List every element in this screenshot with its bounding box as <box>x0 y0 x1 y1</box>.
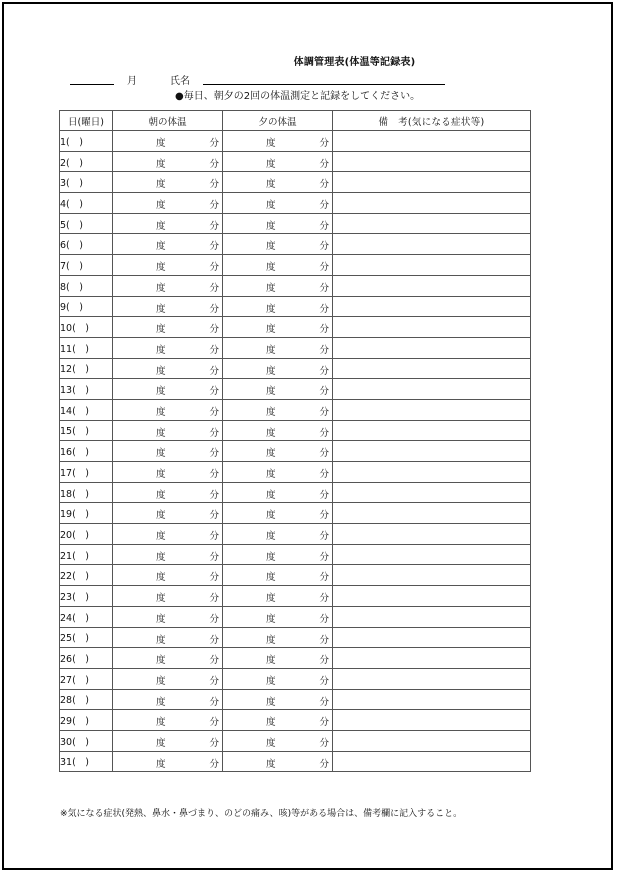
day-cell: 10( ) <box>60 317 113 338</box>
degree-unit: 度 <box>266 634 276 646</box>
decimal-unit: 分 <box>319 675 329 687</box>
evening-temp-cell[interactable] <box>223 193 333 214</box>
notes-cell[interactable] <box>333 730 531 751</box>
decimal-unit: 分 <box>319 489 329 501</box>
morning-temp-cell[interactable] <box>113 399 223 420</box>
evening-temp-cell[interactable] <box>223 586 333 607</box>
morning-temp-cell[interactable] <box>113 317 223 338</box>
decimal-unit: 分 <box>319 758 329 770</box>
evening-temp-cell[interactable] <box>223 462 333 483</box>
degree-unit: 度 <box>156 324 166 336</box>
degree-unit: 度 <box>266 531 276 543</box>
evening-temp-cell[interactable] <box>223 379 333 400</box>
notes-cell[interactable] <box>333 462 531 483</box>
day-cell: 17( ) <box>60 462 113 483</box>
morning-temp-cell[interactable] <box>113 565 223 586</box>
degree-unit: 度 <box>266 675 276 687</box>
notes-cell[interactable] <box>333 668 531 689</box>
degree-unit: 度 <box>266 572 276 584</box>
evening-temp-cell[interactable] <box>223 296 333 317</box>
degree-unit: 度 <box>266 717 276 729</box>
day-cell: 8( ) <box>60 275 113 296</box>
table-row <box>60 751 531 772</box>
table-body <box>60 131 531 772</box>
decimal-unit: 分 <box>319 158 329 170</box>
morning-temp-cell[interactable] <box>113 358 223 379</box>
day-cell: 27( ) <box>60 668 113 689</box>
notes-cell[interactable] <box>333 234 531 255</box>
degree-unit: 度 <box>266 593 276 605</box>
footnote: ※気になる症状(発熱、鼻水・鼻づまり、のどの痛み、咳)等がある場合は、備考欄に記入すること。 <box>60 809 463 819</box>
decimal-unit: 分 <box>319 324 329 336</box>
degree-unit: 度 <box>266 469 276 480</box>
table-row <box>60 668 531 689</box>
notes-cell[interactable] <box>333 172 531 193</box>
day-cell: 5( ) <box>60 213 113 234</box>
degree-unit: 度 <box>266 489 276 501</box>
table-row <box>60 275 531 296</box>
day-cell: 19( ) <box>60 503 113 524</box>
morning-temp-cell[interactable] <box>113 627 223 648</box>
name-label: 氏名 <box>170 76 190 87</box>
table-row <box>60 586 531 607</box>
decimal-unit: 分 <box>319 179 329 191</box>
decimal-unit: 分 <box>319 344 329 356</box>
evening-temp-cell[interactable] <box>223 255 333 276</box>
notes-cell[interactable] <box>333 503 531 524</box>
table-row <box>60 296 531 317</box>
header-evening-temp: 夕の体温 <box>223 111 333 131</box>
decimal-unit: 分 <box>319 282 329 294</box>
table-row <box>60 503 531 524</box>
decimal-unit: 分 <box>319 634 329 646</box>
decimal-unit: 分 <box>319 448 329 460</box>
degree-unit: 度 <box>266 406 276 418</box>
morning-temp-cell[interactable] <box>113 730 223 751</box>
decimal-unit: 分 <box>319 510 329 522</box>
degree-unit: 度 <box>156 303 166 315</box>
table-row <box>60 482 531 503</box>
day-cell: 3( ) <box>60 172 113 193</box>
evening-temp-cell[interactable] <box>223 234 333 255</box>
decimal-unit: 分 <box>209 717 219 729</box>
evening-temp-cell[interactable] <box>223 524 333 545</box>
header-morning-temp: 朝の体温 <box>113 111 223 131</box>
evening-temp-cell[interactable] <box>223 482 333 503</box>
degree-unit: 度 <box>156 489 166 501</box>
morning-temp-cell[interactable] <box>113 151 223 172</box>
decimal-unit: 分 <box>209 200 219 212</box>
degree-unit: 度 <box>266 448 276 460</box>
table-row <box>60 337 531 358</box>
notes-cell[interactable] <box>333 544 531 565</box>
evening-temp-cell[interactable] <box>223 131 333 152</box>
decimal-unit: 分 <box>319 696 329 708</box>
degree-unit: 度 <box>156 510 166 522</box>
evening-temp-cell[interactable] <box>223 337 333 358</box>
degree-unit: 度 <box>156 448 166 460</box>
table-row <box>60 730 531 751</box>
table-row <box>60 606 531 627</box>
notes-cell[interactable] <box>333 296 531 317</box>
evening-temp-cell[interactable] <box>223 668 333 689</box>
day-cell: 6( ) <box>60 234 113 255</box>
decimal-unit: 分 <box>209 696 219 708</box>
notes-cell[interactable] <box>333 337 531 358</box>
day-cell: 15( ) <box>60 420 113 441</box>
degree-unit: 度 <box>156 138 166 149</box>
notes-cell[interactable] <box>333 710 531 731</box>
degree-unit: 度 <box>156 200 166 212</box>
degree-unit: 度 <box>156 406 166 418</box>
evening-temp-cell[interactable] <box>223 689 333 710</box>
degree-unit: 度 <box>156 386 166 398</box>
decimal-unit: 分 <box>319 572 329 584</box>
decimal-unit: 分 <box>209 344 219 356</box>
decimal-unit: 分 <box>209 510 219 522</box>
day-cell: 13( ) <box>60 379 113 400</box>
header-notes: 備 考(気になる症状等) <box>333 111 531 131</box>
table-header-row <box>60 111 531 131</box>
decimal-unit: 分 <box>319 613 329 625</box>
day-cell: 20( ) <box>60 524 113 545</box>
table-row <box>60 399 531 420</box>
table-row <box>60 544 531 565</box>
table-row <box>60 441 531 462</box>
evening-temp-cell[interactable] <box>223 151 333 172</box>
decimal-unit: 分 <box>209 158 219 170</box>
notes-cell[interactable] <box>333 379 531 400</box>
table-row <box>60 172 531 193</box>
day-cell: 29( ) <box>60 710 113 731</box>
degree-unit: 度 <box>156 365 166 377</box>
decimal-unit: 分 <box>209 138 219 149</box>
notes-cell[interactable] <box>333 213 531 234</box>
decimal-unit: 分 <box>209 572 219 584</box>
decimal-unit: 分 <box>319 241 329 253</box>
degree-unit: 度 <box>156 634 166 646</box>
day-cell: 1( ) <box>60 131 113 152</box>
notes-cell[interactable] <box>333 586 531 607</box>
notes-cell[interactable] <box>333 565 531 586</box>
morning-temp-cell[interactable] <box>113 710 223 731</box>
notes-cell[interactable] <box>333 606 531 627</box>
degree-unit: 度 <box>266 303 276 315</box>
decimal-unit: 分 <box>319 406 329 418</box>
day-cell: 22( ) <box>60 565 113 586</box>
morning-temp-cell[interactable] <box>113 544 223 565</box>
decimal-unit: 分 <box>319 593 329 605</box>
degree-unit: 度 <box>266 510 276 522</box>
instruction-text: ●毎日、朝夕の2回の体温測定と記録をしてください。 <box>175 91 421 102</box>
evening-temp-cell[interactable] <box>223 317 333 338</box>
decimal-unit: 分 <box>209 448 219 460</box>
notes-cell[interactable] <box>333 648 531 669</box>
day-cell: 24( ) <box>60 606 113 627</box>
table-row <box>60 151 531 172</box>
degree-unit: 度 <box>266 262 276 274</box>
decimal-unit: 分 <box>209 220 219 232</box>
decimal-unit: 分 <box>319 717 329 729</box>
notes-cell[interactable] <box>333 131 531 152</box>
degree-unit: 度 <box>156 551 166 563</box>
table-row <box>60 648 531 669</box>
degree-unit: 度 <box>266 282 276 294</box>
notes-cell[interactable] <box>333 441 531 462</box>
table-row <box>60 255 531 276</box>
notes-cell[interactable] <box>333 482 531 503</box>
evening-temp-cell[interactable] <box>223 751 333 772</box>
decimal-unit: 分 <box>209 593 219 605</box>
day-cell: 11( ) <box>60 337 113 358</box>
month-name-row <box>0 72 619 86</box>
degree-unit: 度 <box>266 324 276 336</box>
decimal-unit: 分 <box>319 138 329 149</box>
degree-unit: 度 <box>156 344 166 356</box>
notes-cell[interactable] <box>333 399 531 420</box>
day-cell: 9( ) <box>60 296 113 317</box>
decimal-unit: 分 <box>319 365 329 377</box>
decimal-unit: 分 <box>319 220 329 232</box>
degree-unit: 度 <box>156 469 166 480</box>
day-cell: 7( ) <box>60 255 113 276</box>
decimal-unit: 分 <box>209 758 219 770</box>
degree-unit: 度 <box>156 655 166 667</box>
table-row <box>60 358 531 379</box>
day-cell: 30( ) <box>60 730 113 751</box>
decimal-unit: 分 <box>209 179 219 191</box>
decimal-unit: 分 <box>209 324 219 336</box>
day-cell: 12( ) <box>60 358 113 379</box>
notes-cell[interactable] <box>333 151 531 172</box>
evening-temp-cell[interactable] <box>223 441 333 462</box>
decimal-unit: 分 <box>319 469 329 480</box>
degree-unit: 度 <box>156 758 166 770</box>
decimal-unit: 分 <box>319 551 329 563</box>
temperature-log-table <box>59 110 531 772</box>
morning-temp-cell[interactable] <box>113 420 223 441</box>
notes-cell[interactable] <box>333 524 531 545</box>
day-cell: 23( ) <box>60 586 113 607</box>
morning-temp-cell[interactable] <box>113 193 223 214</box>
decimal-unit: 分 <box>209 303 219 315</box>
decimal-unit: 分 <box>209 241 219 253</box>
evening-temp-cell[interactable] <box>223 172 333 193</box>
day-cell: 28( ) <box>60 689 113 710</box>
day-cell: 4( ) <box>60 193 113 214</box>
degree-unit: 度 <box>266 386 276 398</box>
degree-unit: 度 <box>266 551 276 563</box>
degree-unit: 度 <box>266 365 276 377</box>
table-row <box>60 524 531 545</box>
degree-unit: 度 <box>266 220 276 232</box>
notes-cell[interactable] <box>333 627 531 648</box>
decimal-unit: 分 <box>209 489 219 501</box>
morning-temp-cell[interactable] <box>113 751 223 772</box>
decimal-unit: 分 <box>209 675 219 687</box>
morning-temp-cell[interactable] <box>113 441 223 462</box>
decimal-unit: 分 <box>319 655 329 667</box>
morning-temp-cell[interactable] <box>113 668 223 689</box>
table-row <box>60 565 531 586</box>
decimal-unit: 分 <box>209 406 219 418</box>
evening-temp-cell[interactable] <box>223 213 333 234</box>
name-input-line[interactable] <box>203 72 445 85</box>
morning-temp-cell[interactable] <box>113 255 223 276</box>
table-row <box>60 213 531 234</box>
decimal-unit: 分 <box>209 551 219 563</box>
morning-temp-cell[interactable] <box>113 275 223 296</box>
evening-temp-cell[interactable] <box>223 606 333 627</box>
decimal-unit: 分 <box>209 427 219 439</box>
decimal-unit: 分 <box>209 655 219 667</box>
table-row <box>60 710 531 731</box>
degree-unit: 度 <box>156 220 166 232</box>
header-date: 日(曜日) <box>60 111 113 131</box>
notes-cell[interactable] <box>333 358 531 379</box>
evening-temp-cell[interactable] <box>223 544 333 565</box>
evening-temp-cell[interactable] <box>223 358 333 379</box>
degree-unit: 度 <box>156 241 166 253</box>
degree-unit: 度 <box>266 179 276 191</box>
page-title: 体調管理表(体温等記録表) <box>293 57 416 68</box>
decimal-unit: 分 <box>209 386 219 398</box>
morning-temp-cell[interactable] <box>113 337 223 358</box>
decimal-unit: 分 <box>209 262 219 274</box>
table-row <box>60 420 531 441</box>
morning-temp-cell[interactable] <box>113 689 223 710</box>
evening-temp-cell[interactable] <box>223 503 333 524</box>
evening-temp-cell[interactable] <box>223 399 333 420</box>
degree-unit: 度 <box>266 696 276 708</box>
degree-unit: 度 <box>266 737 276 749</box>
day-cell: 25( ) <box>60 627 113 648</box>
decimal-unit: 分 <box>209 634 219 646</box>
notes-cell[interactable] <box>333 420 531 441</box>
degree-unit: 度 <box>156 737 166 749</box>
table-row <box>60 234 531 255</box>
decimal-unit: 分 <box>209 469 219 480</box>
degree-unit: 度 <box>156 282 166 294</box>
degree-unit: 度 <box>266 241 276 253</box>
degree-unit: 度 <box>266 158 276 170</box>
decimal-unit: 分 <box>319 531 329 543</box>
evening-temp-cell[interactable] <box>223 565 333 586</box>
degree-unit: 度 <box>156 613 166 625</box>
day-cell: 31( ) <box>60 751 113 772</box>
morning-temp-cell[interactable] <box>113 482 223 503</box>
morning-temp-cell[interactable] <box>113 379 223 400</box>
morning-temp-cell[interactable] <box>113 606 223 627</box>
evening-temp-cell[interactable] <box>223 710 333 731</box>
morning-temp-cell[interactable] <box>113 234 223 255</box>
table-row <box>60 379 531 400</box>
day-cell: 21( ) <box>60 544 113 565</box>
day-cell: 16( ) <box>60 441 113 462</box>
table-row <box>60 627 531 648</box>
degree-unit: 度 <box>266 655 276 667</box>
degree-unit: 度 <box>266 613 276 625</box>
decimal-unit: 分 <box>319 303 329 315</box>
evening-temp-cell[interactable] <box>223 627 333 648</box>
degree-unit: 度 <box>156 717 166 729</box>
degree-unit: 度 <box>156 593 166 605</box>
degree-unit: 度 <box>156 262 166 274</box>
notes-cell[interactable] <box>333 317 531 338</box>
evening-temp-cell[interactable] <box>223 275 333 296</box>
table-row <box>60 193 531 214</box>
morning-temp-cell[interactable] <box>113 172 223 193</box>
morning-temp-cell[interactable] <box>113 524 223 545</box>
month-label: 月 <box>127 76 137 87</box>
degree-unit: 度 <box>266 344 276 356</box>
decimal-unit: 分 <box>319 386 329 398</box>
decimal-unit: 分 <box>209 365 219 377</box>
degree-unit: 度 <box>266 138 276 149</box>
decimal-unit: 分 <box>319 200 329 212</box>
decimal-unit: 分 <box>209 737 219 749</box>
evening-temp-cell[interactable] <box>223 648 333 669</box>
decimal-unit: 分 <box>319 427 329 439</box>
notes-cell[interactable] <box>333 255 531 276</box>
degree-unit: 度 <box>156 572 166 584</box>
degree-unit: 度 <box>266 758 276 770</box>
morning-temp-cell[interactable] <box>113 131 223 152</box>
notes-cell[interactable] <box>333 689 531 710</box>
decimal-unit: 分 <box>209 613 219 625</box>
table-row <box>60 689 531 710</box>
decimal-unit: 分 <box>209 282 219 294</box>
degree-unit: 度 <box>156 427 166 439</box>
degree-unit: 度 <box>266 200 276 212</box>
degree-unit: 度 <box>156 675 166 687</box>
notes-cell[interactable] <box>333 275 531 296</box>
table-row <box>60 462 531 483</box>
day-cell: 26( ) <box>60 648 113 669</box>
notes-cell[interactable] <box>333 193 531 214</box>
decimal-unit: 分 <box>319 737 329 749</box>
month-input-line[interactable] <box>70 72 114 85</box>
morning-temp-cell[interactable] <box>113 462 223 483</box>
day-cell: 18( ) <box>60 482 113 503</box>
evening-temp-cell[interactable] <box>223 420 333 441</box>
degree-unit: 度 <box>156 531 166 543</box>
morning-temp-cell[interactable] <box>113 296 223 317</box>
day-cell: 2( ) <box>60 151 113 172</box>
degree-unit: 度 <box>156 179 166 191</box>
morning-temp-cell[interactable] <box>113 586 223 607</box>
notes-cell[interactable] <box>333 751 531 772</box>
decimal-unit: 分 <box>319 262 329 274</box>
morning-temp-cell[interactable] <box>113 213 223 234</box>
evening-temp-cell[interactable] <box>223 730 333 751</box>
table-row <box>60 131 531 152</box>
table-row <box>60 317 531 338</box>
morning-temp-cell[interactable] <box>113 648 223 669</box>
day-cell: 14( ) <box>60 399 113 420</box>
degree-unit: 度 <box>266 427 276 439</box>
decimal-unit: 分 <box>209 531 219 543</box>
degree-unit: 度 <box>156 158 166 170</box>
morning-temp-cell[interactable] <box>113 503 223 524</box>
degree-unit: 度 <box>156 696 166 708</box>
